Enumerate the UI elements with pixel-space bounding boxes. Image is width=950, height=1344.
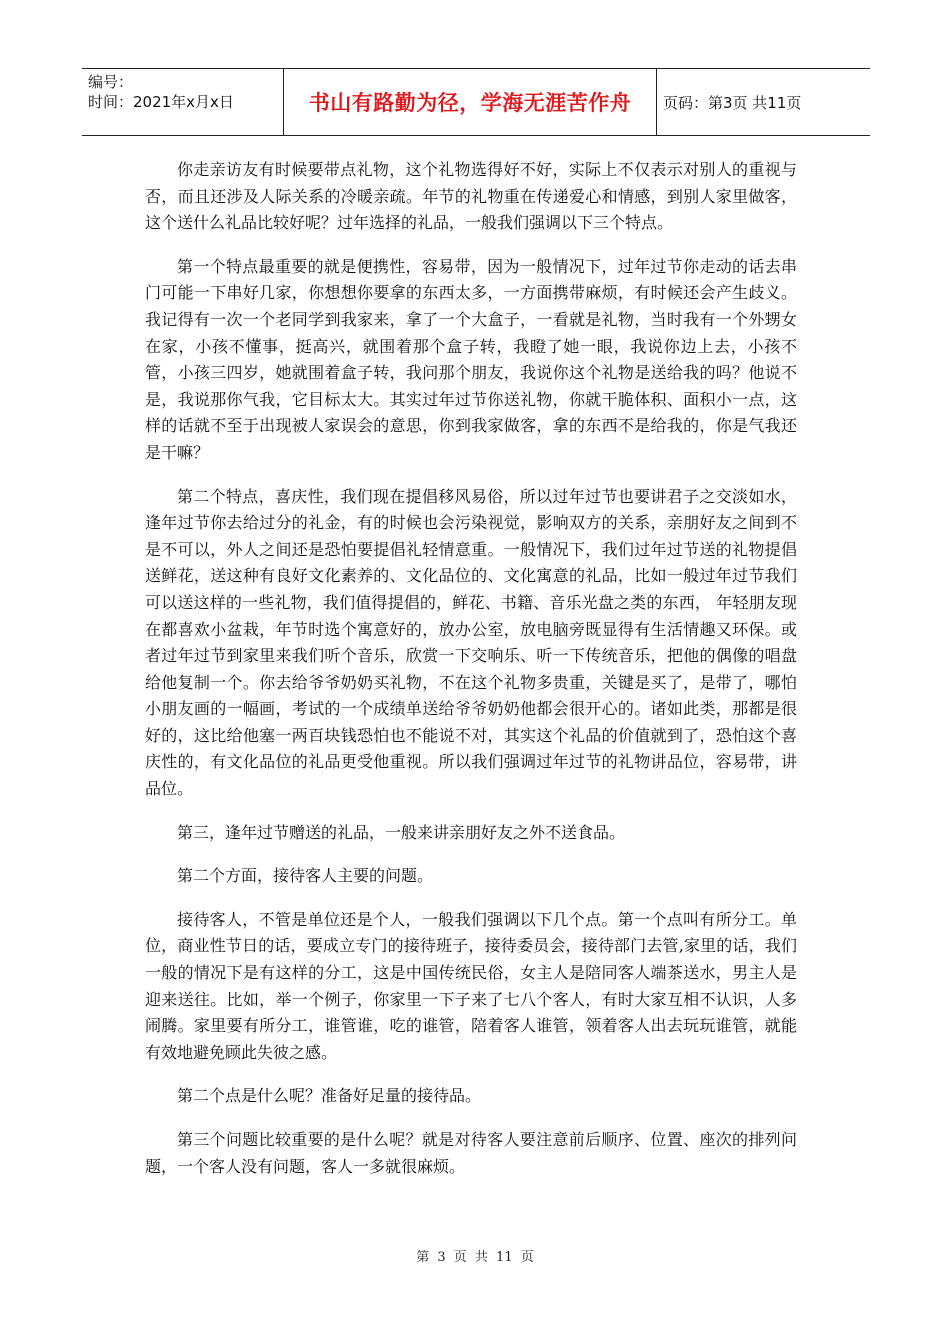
header-motto-cell [283,69,657,135]
header-motto: 书山有路勤为径，学海无涯苦作舟 [308,91,632,115]
header-meta [82,69,283,135]
body-paragraph: 第二个特点，喜庆性，我们现在提倡移风易俗，所以过年过节也要讲君子之交淡如水，逢年过节你去给过分的礼金，有的时候也会污染视觉，影响双方的关系，亲朋好友之间到不是不可以，外人之间还是恐怕要提倡礼轻情意重。一般情况下，我们过年过节送的礼物提倡送鲜花，送这种有良好文化素养的、文化品位的、文化寓意的礼品，比如一般过年过节我们可以送这样的一些礼物，我们值得提倡的，鲜花、书籍、音乐光盘之类的东西， 年轻朋友现在都喜欢小盆栽，年节时选个寓意好的，放办公室，放电脑旁既显得有生活情趣又环保。或者过年过节到家里来我们听个音乐，欣赏一下交响乐、听一下传统音乐，把他的偶像的唱盘给他复制一个。你去给爷爷奶奶买礼物，不在这个礼物多贵重，关键是买了，是带了，哪怕小朋友画的一幅画，考试的一个成绩单送给爷爷奶奶他都会很开心的。诸如此类，那都是很好的，这比给他塞一两百块钱恐怕也不能说不对，其实这个礼品的价值就到了，恐怕这个喜庆性的，有文化品位的礼品更受他重视。所以我们强调过年过节的礼物讲品位，容易带，讲品位。 [145,486,797,799]
document-body [145,157,797,1197]
header-page-info: 页码：第3页 共11页 [663,93,802,112]
document-time-label: 时间：2021年x月x日 [88,93,234,111]
body-paragraph: 第二个方面，接待客人主要的问题。 [177,866,434,886]
body-paragraph: 第三个问题比较重要的是什么呢？就是对待客人要注意前后顺序、位置、座次的排列问题，一个客人没有问题，客人一多就很麻烦。 [145,1130,797,1176]
body-paragraph: 你走亲访友有时候要带点礼物，这个礼物选得好不好，实际上不仅表示对别人的重视与否，而且还涉及人际关系的冷暖亲疏。年节的礼物重在传递爱心和情感，到别人家里做客，这个送什么礼品比较好呢？过年选择的礼品，一般我们强调以下三个特点。 [145,160,797,233]
body-paragraph: 第一个特点最重要的就是便携性，容易带，因为一般情况下，过年过节你走动的话去串门可能一下串好几家，你想想你要拿的东西太多，一方面携带麻烦，有时候还会产生歧义。我记得有一次一个老同学到我家来，拿了一个大盒子，一看就是礼物，当时我有一个外甥女在家，小孩不懂事，挺高兴，就围着那个盒子转，我瞪了她一眼，我说你边上去，小孩不管，小孩三四岁，她就围着盒子转，我问那个朋友，我说你这个礼物是送给我的吗？他说不是，我说那你气我，它目标太大。其实过年过节你送礼物，你就干脆体积、面积小一点，这样的话就不至于出现被人家误会的意思，你到我家做客，拿的东西不是给我的，你是气我还是干嘛？ [145,256,797,462]
page-header [82,68,870,136]
body-paragraph: 第三，逢年过节赠送的礼品，一般来讲亲朋好友之外不送食品。 [177,822,626,842]
document-number-label: 编号： [88,73,134,91]
page-footer: 第 3 页 共 11 页 [416,1250,534,1265]
body-paragraph: 接待客人，不管是单位还是个人，一般我们强调以下几个点。第一个点叫有所分工。单位，商业性节日的话，要成立专门的接待班子，接待委员会，接待部门去管,家里的话，我们一般的情况下是有这样的分工，这是中国传统民俗，女主人是陪同客人端茶送水，男主人是迎来送往。比如，举一个例子，你家里一下子来了七八个客人，有时大家互相不认识，人多闹腾。家里要有所分工，谁管谁，吃的谁管，陪着客人谁管，领着客人出去玩玩谁管，就能有效地避免顾此失彼之感。 [145,909,797,1062]
body-paragraph: 第二个点是什么呢？准备好足量的接待品。 [177,1086,482,1106]
